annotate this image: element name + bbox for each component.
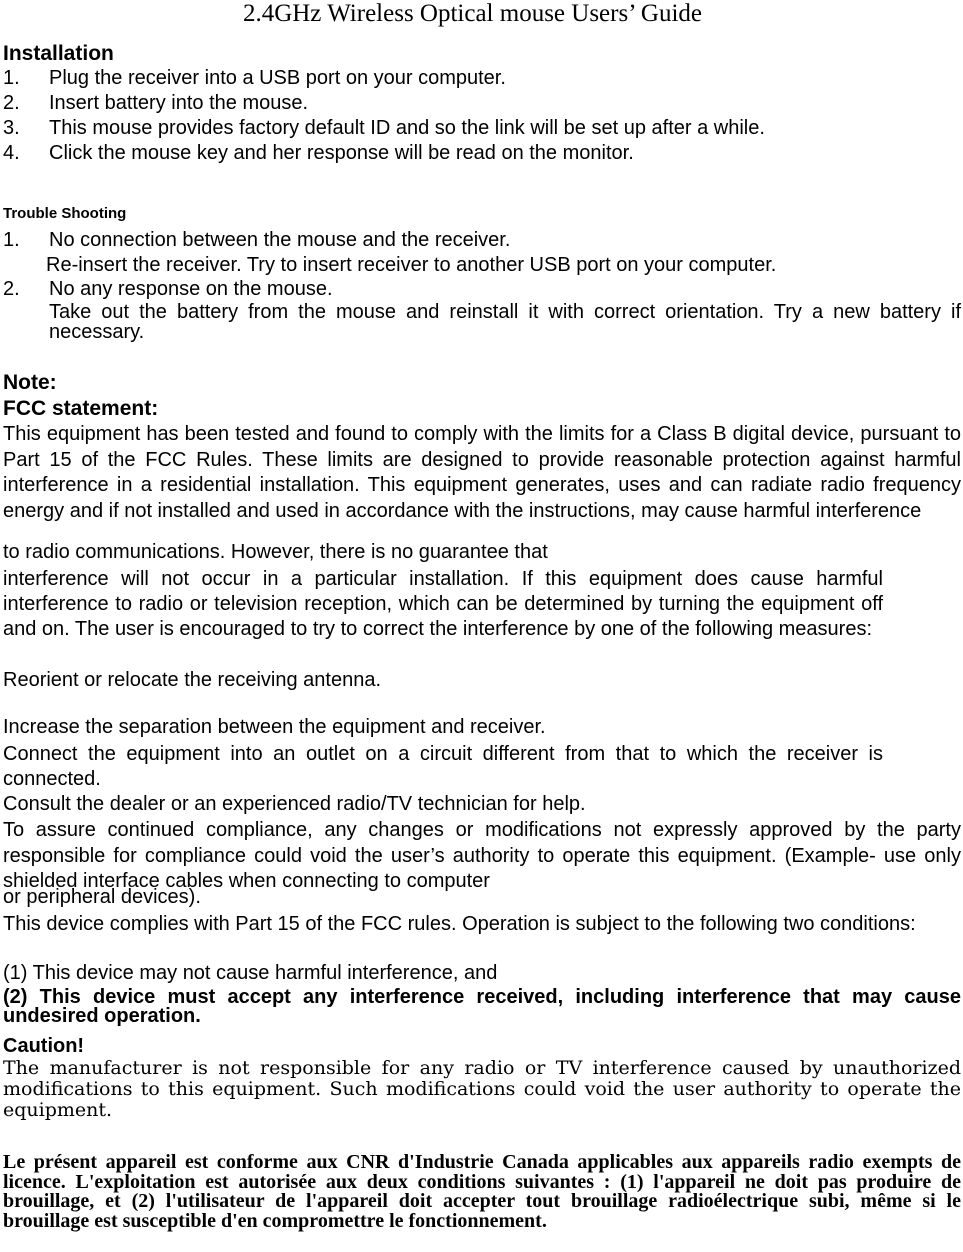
- step-number: 3.: [3, 117, 20, 139]
- step-text: This mouse provides factory default ID and so the link will be set up after a while.: [49, 117, 765, 139]
- measure-outlet: Connect the equipment into an outlet on a circuit different from that to which the receiver is connected.: [3, 743, 883, 790]
- installation-step-3: [3, 117, 765, 139]
- trouble-item-1: [3, 229, 510, 251]
- step-text: Plug the receiver into a USB port on your computer.: [49, 67, 506, 89]
- note-heading: Note:: [3, 371, 57, 394]
- item-number: 1.: [3, 229, 20, 251]
- fcc-heading: FCC statement:: [3, 397, 159, 420]
- fcc-paragraph-continued: to radio communications. However, there is no guarantee that: [3, 541, 548, 563]
- trouble-item-2: [3, 278, 333, 300]
- fcc-paragraph: This equipment has been tested and found to comply with the limits for a Class B digital device, pursuant to Part 15 of the FCC Rules. These limits are designed to provide reasonable protection against harmful interference in a residential installation. This equipment generates, uses and can radiate radio frequency energy and if not installed and used in accordance with the instructions, may cause harmful interference: [3, 423, 961, 522]
- trouble-problem: No connection between the mouse and the receiver.: [49, 229, 511, 251]
- step-text: Insert battery into the mouse.: [49, 92, 309, 114]
- french-compliance-notice: Le présent appareil est conforme aux CNR d'Industrie Canada applicables aux appareils radio exempts de licence. L'exploitation est autorisée aux deux conditions suivantes : (1) l'appareil ne doit pas produire de brouillage, et (2) l'utilisateur de l'appareil doit accepter tout brouillage radioélectrique subi, même si le brouillage est susceptible d'en compromettre le fonctionnement.: [3, 1151, 961, 1232]
- installation-step-1: [3, 67, 506, 89]
- interference-paragraph: interference will not occur in a particular installation. If this equipment does cause harmful interference to radio or television reception, which can be determined by turning the equipment off and on. The user is encouraged to try to correct the interference by one of the following measures:: [3, 568, 883, 640]
- caution-text: The manufacturer is not responsible for any radio or TV interference caused by unauthorized modifications to this equipment. Such modifications could void the user authority to operate the equipment.: [3, 1057, 961, 1121]
- trouble-solution-1: Re-insert the receiver. Try to insert receiver to another USB port on your computer.: [46, 254, 777, 276]
- step-number: 4.: [3, 142, 20, 164]
- part15-paragraph: This device complies with Part 15 of the FCC rules. Operation is subject to the following two conditions:: [3, 913, 916, 935]
- step-number: 2.: [3, 92, 20, 114]
- compliance-paragraph: To assure continued compliance, any changes or modifications not expressly approved by the party responsible for compliance could void the user’s authority to operate this equipment. (Example- use only shielded interface cables when connecting to computer: [3, 819, 961, 892]
- condition-2: (2) This device must accept any interference received, including interference that may cause undesired operation.: [3, 986, 961, 1027]
- compliance-tail: or peripheral devices).: [3, 886, 201, 908]
- installation-heading: Installation: [3, 42, 114, 65]
- troubleshooting-heading: Trouble Shooting: [3, 205, 127, 222]
- measure-separation: Increase the separation between the equipment and receiver.: [3, 716, 546, 738]
- trouble-solution-2: Take out the battery from the mouse and reinstall it with correct orientation. Try a new battery if necessary.: [49, 301, 961, 343]
- installation-step-2: [3, 92, 308, 114]
- condition-1: (1) This device may not cause harmful interference, and: [3, 962, 498, 984]
- step-text: Click the mouse key and her response will be read on the monitor.: [49, 142, 634, 164]
- page-title: 2.4GHz Wireless Optical mouse Users’ Guide: [242, 0, 703, 27]
- item-number: 2.: [3, 278, 20, 300]
- installation-step-4: [3, 142, 634, 164]
- step-number: 1.: [3, 67, 20, 89]
- caution-heading: Caution!: [3, 1035, 85, 1057]
- measure-reorient: Reorient or relocate the receiving antenna.: [3, 669, 382, 691]
- trouble-problem: No any response on the mouse.: [49, 278, 333, 300]
- measure-consult: Consult the dealer or an experienced radio/TV technician for help.: [3, 793, 586, 815]
